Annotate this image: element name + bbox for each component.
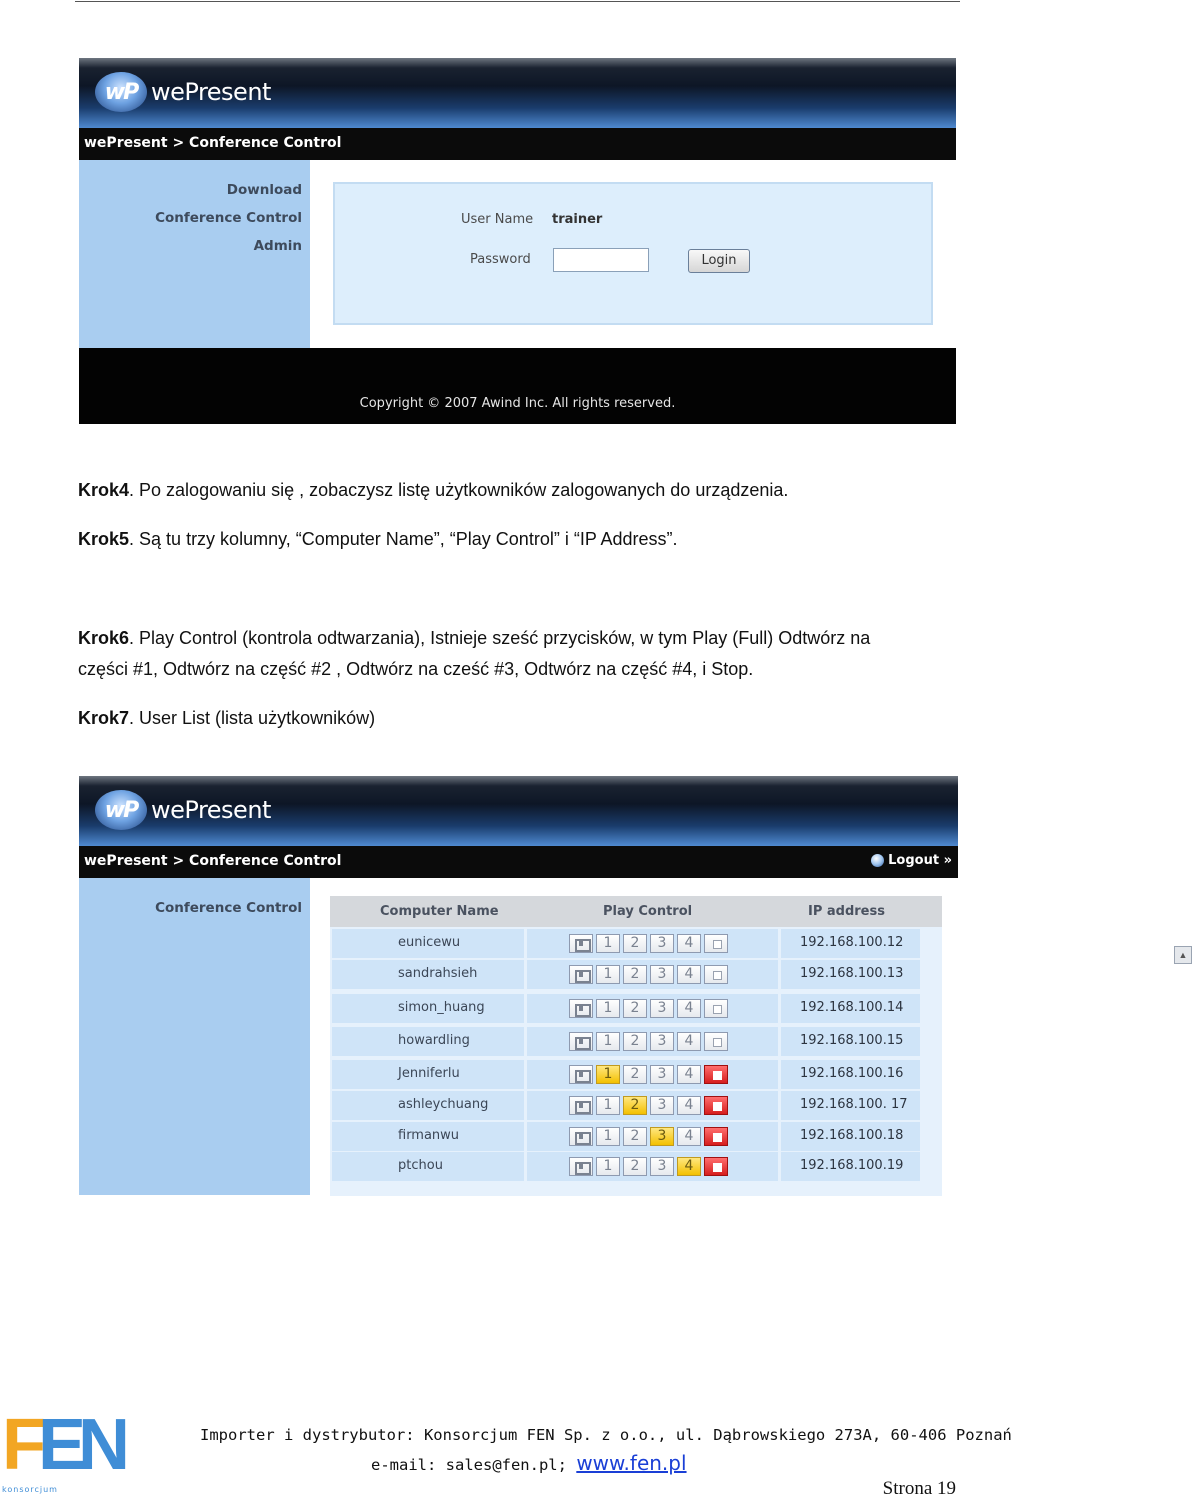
play-full-icon[interactable] bbox=[569, 999, 593, 1018]
computer-name-cell bbox=[332, 929, 524, 958]
nav-conference-control[interactable]: Conference Control bbox=[155, 210, 302, 226]
play-part-4-button[interactable]: 4 bbox=[677, 1096, 701, 1115]
play-part-2-button[interactable]: 2 bbox=[623, 1127, 647, 1146]
contact-line bbox=[371, 1451, 687, 1475]
play-part-4-button[interactable]: 4 bbox=[677, 1032, 701, 1051]
breadcrumb-bar bbox=[79, 128, 956, 160]
step-7 bbox=[78, 708, 375, 729]
ip-address: 192.168.100.19 bbox=[800, 1158, 904, 1173]
play-part-4-button[interactable]: 4 bbox=[677, 999, 701, 1018]
login-button[interactable]: Login bbox=[688, 249, 750, 273]
play-control-cell bbox=[527, 1060, 778, 1089]
table-row bbox=[330, 1060, 920, 1089]
wepresent-logo bbox=[95, 72, 271, 112]
play-part-3-button[interactable]: 3 bbox=[650, 965, 674, 984]
fen-logo bbox=[2, 1405, 123, 1495]
play-control-cell bbox=[527, 1027, 778, 1056]
brand-name: wePresent bbox=[151, 78, 271, 106]
table-row bbox=[330, 929, 920, 958]
stop-icon[interactable] bbox=[704, 1032, 728, 1051]
play-part-2-button[interactable]: 2 bbox=[623, 999, 647, 1018]
scroll-up-icon[interactable]: ▲ bbox=[1174, 946, 1192, 964]
play-control-cell bbox=[527, 1122, 778, 1151]
top-rule bbox=[75, 1, 960, 2]
logout-label: Logout » bbox=[888, 853, 952, 868]
play-part-1-button[interactable]: 1 bbox=[596, 999, 620, 1018]
wp-logo-icon: wP bbox=[95, 790, 147, 830]
play-part-3-button[interactable]: 3 bbox=[650, 1096, 674, 1115]
step-7-text: . User List (lista użytkowników) bbox=[129, 708, 376, 728]
play-control-cell bbox=[527, 929, 778, 958]
play-control-buttons bbox=[569, 1096, 728, 1115]
play-control-cell bbox=[527, 1152, 778, 1181]
play-part-3-button[interactable]: 3 bbox=[650, 934, 674, 953]
play-control-buttons bbox=[569, 934, 728, 953]
play-part-1-button[interactable]: 1 bbox=[596, 1032, 620, 1051]
step-4-text: . Po zalogowaniu się , zobaczysz listę użytkowników zalogowanych do urządzenia. bbox=[129, 480, 789, 500]
play-full-icon[interactable] bbox=[569, 934, 593, 953]
play-part-1-button[interactable]: 1 bbox=[596, 965, 620, 984]
play-part-4-button[interactable]: 4 bbox=[677, 965, 701, 984]
ip-address: 192.168.100.18 bbox=[800, 1128, 904, 1143]
ip-address: 192.168.100.12 bbox=[800, 935, 904, 950]
password-input[interactable] bbox=[553, 248, 649, 272]
play-part-1-button[interactable]: 1 bbox=[596, 1065, 620, 1084]
col-ip-address: IP address bbox=[808, 904, 885, 919]
table-row bbox=[330, 960, 920, 989]
play-full-icon[interactable] bbox=[569, 965, 593, 984]
play-control-cell bbox=[527, 1091, 778, 1120]
stop-icon[interactable] bbox=[704, 934, 728, 953]
ip-address-cell bbox=[781, 960, 920, 989]
table-header bbox=[330, 896, 942, 927]
stop-icon[interactable] bbox=[704, 965, 728, 984]
breadcrumb: wePresent > Conference Control bbox=[84, 135, 342, 151]
logout-link[interactable] bbox=[871, 853, 952, 868]
play-part-4-button[interactable]: 4 bbox=[677, 1065, 701, 1084]
computer-name: eunicewu bbox=[398, 935, 461, 950]
website-link[interactable]: www.fen.pl bbox=[576, 1451, 687, 1475]
ip-address: 192.168.100.13 bbox=[800, 966, 904, 981]
computer-name: sandrahsieh bbox=[398, 966, 478, 981]
wp-logo-icon: wP bbox=[95, 72, 147, 112]
username-label: User Name bbox=[461, 212, 534, 227]
play-control-buttons bbox=[569, 999, 728, 1018]
play-part-2-button[interactable]: 2 bbox=[623, 1157, 647, 1176]
email-text: e-mail: sales@fen.pl; bbox=[371, 1456, 577, 1474]
app-footer bbox=[79, 348, 956, 424]
play-part-3-button[interactable]: 3 bbox=[650, 1127, 674, 1146]
computer-name: Jenniferlu bbox=[398, 1066, 460, 1081]
ip-address-cell bbox=[781, 1152, 920, 1181]
step-6 bbox=[78, 628, 870, 649]
ip-address: 192.168.100. 17 bbox=[800, 1097, 908, 1112]
app-header bbox=[79, 776, 958, 846]
play-part-3-button[interactable]: 3 bbox=[650, 1157, 674, 1176]
play-full-icon[interactable] bbox=[569, 1157, 593, 1176]
play-control-cell bbox=[527, 994, 778, 1023]
user-list-table bbox=[330, 896, 1188, 1196]
username-value[interactable]: trainer bbox=[552, 212, 603, 227]
play-part-4-button[interactable]: 4 bbox=[677, 1127, 701, 1146]
play-full-icon[interactable] bbox=[569, 1032, 593, 1051]
play-control-buttons bbox=[569, 1157, 728, 1176]
sidebar bbox=[79, 878, 310, 1195]
computer-name: ptchou bbox=[398, 1158, 443, 1173]
importer-info: Importer i dystrybutor: Konsorcjum FEN Sp. z o.o., ul. Dąbrowskiego 273A, 60-406 Poznań bbox=[200, 1426, 1012, 1444]
computer-name-cell bbox=[332, 960, 524, 989]
stop-icon[interactable] bbox=[704, 1065, 728, 1084]
computer-name: howardling bbox=[398, 1033, 470, 1048]
play-full-icon[interactable] bbox=[569, 1127, 593, 1146]
ip-address: 192.168.100.14 bbox=[800, 1000, 904, 1015]
play-full-icon[interactable] bbox=[569, 1065, 593, 1084]
login-body bbox=[79, 160, 956, 348]
fen-logo-subtitle: konsorcjum bbox=[2, 1485, 58, 1494]
play-part-2-button[interactable]: 2 bbox=[623, 1032, 647, 1051]
stop-icon[interactable] bbox=[704, 1096, 728, 1115]
step-5 bbox=[78, 529, 678, 550]
step-5-text: . Są tu trzy kolumny, “Computer Name”, “Play Control” i “IP Address”. bbox=[129, 529, 678, 549]
play-part-3-button[interactable]: 3 bbox=[650, 1032, 674, 1051]
play-part-2-button[interactable]: 2 bbox=[623, 1065, 647, 1084]
nav-conference-control[interactable]: Conference Control bbox=[155, 900, 302, 916]
breadcrumb: wePresent > Conference Control bbox=[84, 853, 342, 869]
ip-address: 192.168.100.15 bbox=[800, 1033, 904, 1048]
computer-name-cell bbox=[332, 1060, 524, 1089]
stop-icon[interactable] bbox=[704, 999, 728, 1018]
play-control-buttons bbox=[569, 965, 728, 984]
ip-address-cell bbox=[781, 1027, 920, 1056]
step-4 bbox=[78, 480, 788, 501]
play-control-buttons bbox=[569, 1065, 728, 1084]
computer-name: simon_huang bbox=[398, 1000, 485, 1015]
copyright-text: Copyright © 2007 Awind Inc. All rights reserved. bbox=[359, 396, 676, 411]
ip-address-cell bbox=[781, 1060, 920, 1089]
brand-name: wePresent bbox=[151, 796, 271, 824]
step-6-text-1: . Play Control (kontrola odtwarzania), Istnieje sześć przycisków, w tym Play (Full) Odtwórz na bbox=[129, 628, 871, 648]
wepresent-logo bbox=[95, 790, 271, 830]
user-list-body bbox=[79, 878, 1188, 1195]
computer-name-cell bbox=[332, 1122, 524, 1151]
fen-logo-letters: FEN bbox=[2, 1405, 123, 1485]
ip-address: 192.168.100.16 bbox=[800, 1066, 904, 1081]
step-6-continued: części #1, Odtwórz na część #2 , Odtwórz na cześć #3, Odtwórz na część #4, i Stop. bbox=[78, 659, 754, 679]
page-number: Strona 19 bbox=[882, 1478, 956, 1499]
computer-name-cell bbox=[332, 1027, 524, 1056]
nav-admin[interactable]: Admin bbox=[253, 238, 302, 254]
play-control-cell bbox=[527, 960, 778, 989]
ip-address-cell bbox=[781, 1122, 920, 1151]
play-part-4-button[interactable]: 4 bbox=[677, 1157, 701, 1176]
play-part-2-button[interactable]: 2 bbox=[623, 965, 647, 984]
app-header bbox=[79, 58, 956, 128]
computer-name-cell bbox=[332, 994, 524, 1023]
play-part-1-button[interactable]: 1 bbox=[596, 1096, 620, 1115]
table-row bbox=[330, 1027, 920, 1056]
play-control-buttons bbox=[569, 1032, 728, 1051]
play-part-1-button[interactable]: 1 bbox=[596, 1127, 620, 1146]
user-list-screenshot bbox=[79, 776, 1188, 1195]
password-label: Password bbox=[470, 252, 531, 267]
ip-address-cell bbox=[781, 994, 920, 1023]
login-screenshot bbox=[79, 58, 956, 424]
play-part-3-button[interactable]: 3 bbox=[650, 1065, 674, 1084]
stop-icon[interactable] bbox=[704, 1127, 728, 1146]
step-6-label: Krok6 bbox=[78, 628, 130, 648]
breadcrumb-bar bbox=[79, 846, 958, 878]
computer-name: firmanwu bbox=[398, 1128, 460, 1143]
computer-name-cell bbox=[332, 1152, 524, 1181]
login-panel bbox=[333, 182, 933, 325]
nav-download[interactable]: Download bbox=[226, 182, 302, 198]
logout-icon bbox=[871, 854, 884, 867]
ip-address-cell bbox=[781, 929, 920, 958]
play-full-icon[interactable] bbox=[569, 1096, 593, 1115]
table-row bbox=[330, 1091, 920, 1120]
stop-icon[interactable] bbox=[704, 1157, 728, 1176]
computer-name-cell bbox=[332, 1091, 524, 1120]
play-part-4-button[interactable]: 4 bbox=[677, 934, 701, 953]
play-part-1-button[interactable]: 1 bbox=[596, 1157, 620, 1176]
sidebar bbox=[79, 160, 310, 348]
play-part-2-button[interactable]: 2 bbox=[623, 934, 647, 953]
play-control-buttons bbox=[569, 1127, 728, 1146]
step-7-label: Krok7 bbox=[78, 708, 130, 728]
col-play-control: Play Control bbox=[603, 904, 693, 919]
step-4-label: Krok4 bbox=[78, 480, 130, 500]
table-row bbox=[330, 1152, 920, 1181]
step-5-label: Krok5 bbox=[78, 529, 130, 549]
play-part-1-button[interactable]: 1 bbox=[596, 934, 620, 953]
col-computer-name: Computer Name bbox=[380, 904, 499, 919]
play-part-3-button[interactable]: 3 bbox=[650, 999, 674, 1018]
ip-address-cell bbox=[781, 1091, 920, 1120]
table-row bbox=[330, 1122, 920, 1151]
computer-name: ashleychuang bbox=[398, 1097, 489, 1112]
table-row bbox=[330, 994, 920, 1023]
play-part-2-button[interactable]: 2 bbox=[623, 1096, 647, 1115]
